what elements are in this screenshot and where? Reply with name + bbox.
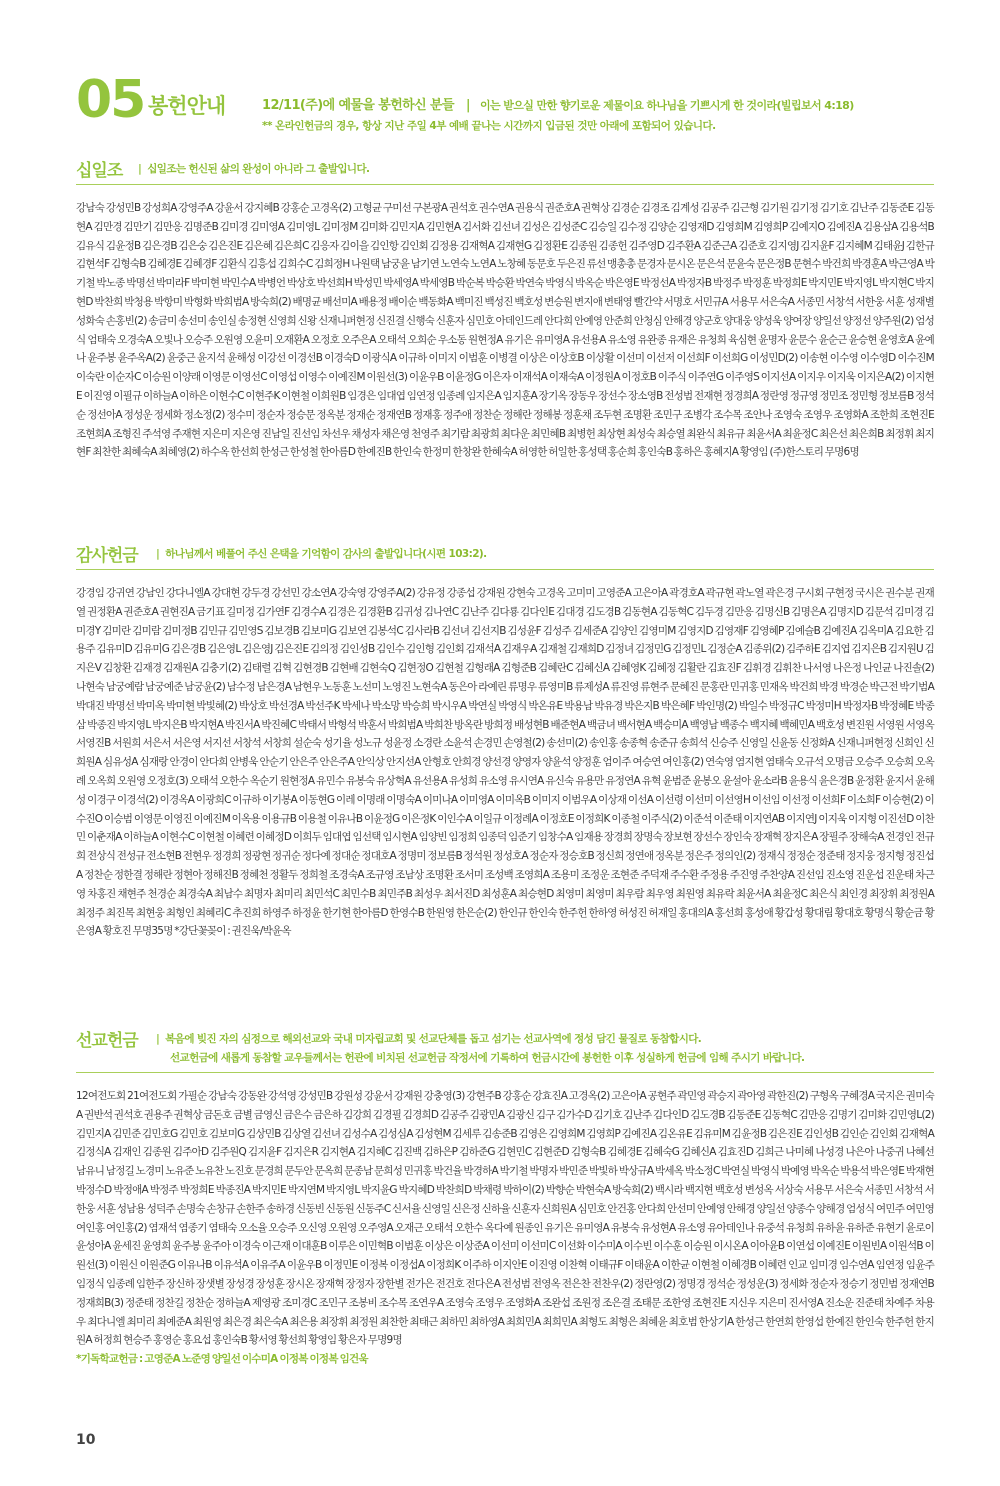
mission-description-2: 선교헌금에 새롭게 동참할 교우들께서는 헌관에 비치된 선교헌금 작정서에 기록하여 헌금시간에 봉헌한 이후 성실하게 헌금에 임해 주시기 바랍니다. <box>170 1052 805 1064</box>
thanks-names-text: 강경임 강귀연 강남인 강다니엘A 강대현 강두경 강선민 강소연A 강숙영 강영주A(2) 강유정 강종섭 강재원 강현숙 고경옥 고미미 고영준A 고은아A 곽경호A 곽규현 곽노열 곽은경 구시회 구현정 국시은 권수분 권재열 권정환A 권준호A 권현진A 금기표 길미정 김가연F 김경수A 김경은 김경환B 김귀성 김나연C 김난주 김다룡 김다인E 김대경 김도경B 김동현A 김동혁C 김두경 김만응 김명신B 김명은A 김명지D 김문석 김미경 김미경Y 김미란 김미람 김미정B 김민규 김민영S 김보경B 김보미G 김보연 김봉석C 김사라B 김선녀 김선지B 김성윤F 김성주 김세준A 김양인 김영미M 김영지D 김영재F 김영혜P 김예슬B 김예진A 김옥미A 김요한 김용주 김유미D 김유미G 김은경B 김은영L 김은영J 김은진E 김의정 김인성B 김인수 김인형 김인회 김재석A 김재우A 김재철 김재희D 김정녀 김정민G 김정민L 김정순A 김종위(2) 김주하E 김지엽 김지은B 김지원U 김지은V 김창환 김재경 김재원A 김충기(2) 김태렬 김혁 김현경B 김현배 김현숙Q 김현정O 김현철 김형래A 김형준B 김혜란C 김혜신A 김혜영K 김혜정 김활란 김효진F 김휘경 김휘찬 나서영 나은정 나인균 나진솔(2) 나현숙 남궁예람 남궁예준 남궁윤(2) 남수정 남은경A 남현우 노동훈 노선미 노영진 노현숙A 동은아 라예린 류명우 류영미B 류제성A 류진영 류현주 문혜진 문홍란 민귀홍 민재옥 박건희 박경 박경순 박근전 박기범A 박대진 박명선 박미옥 박미현 박빛혜(2) 박상호 박선경A 박선주K 박세나 박소망 박승희 박시우A 박연실 박영식 박온유E 박용남 박유경 박은지B 박은혜F 박인명(2) 박일수 박정규C 박정미H 박정자B 박정혜E 박종삼 박종진 박지영L 박지은B 박지현A 박진서A 박진혜C 박태서 박형석 박훈서 박희범A 박희찬 방옥란 방희정 배성현B 배준현A 백금녀 백서현A 백승미A 백영남 백종수 백지혜 백혜민A 백호성 변진원 서영원 서영옥 서영진B 서원희 서은서 서은영 서지선 서창석 서창희 설순숙 성기율 성노규 성윤정 소경란 소윤석 손경민 손영철(2) 송선미(2) 송인홍 송종혁 송준규 송희석 신승주 신영일 신윤동 신정화A 신재니퍼현정 신희인 신희원A 심유성A 심재랑 안경이 안다희 안병욱 안순기 안은주 안은주A 안익상 안지선A 안형호 안희경 양선경 양영자 양윤석 양정훈 엄이주 여승연 여인홍(2) 연숙영 염지현 염태숙 오규석 오명금 오승주 오승희 오옥례 오옥희 오원영 오정호(3) 오태석 오한수 옥순기 원현정A 유민수 유봉숙 유상혁A 유선용A 유성희 유소영 유시연A 유신숙 유용만 유정연A 유혁 윤범준 윤봉오 윤설아 윤소라B 윤용식 윤은경B 윤정환 윤지서 윤해성 이경구 이경석(2) 이경옥A 이광희C 이규하 이기봉A 이동현G 이레 이명래 이명숙A 이미나A 이미영A 이미옥B 이미지 이범우A 이상재 이선A 이선령 이선미 이선영H 이선임 이선정 이선희F 이소희F 이승현(2) 이수진O 이승범 이영문 이영진 이예진M 이옥용 이용규B 이용철 이유나B 이윤정G 이은정K 이인수A 이일규 이정례A 이정호E 이정희K 이종철 이주식(2) 이준석 이준태 이지연AB 이지연J 이지욱 이지형 이진선D 이찬민 이춘재A 이하늘A 이현수C 이현철 이혜련 이혜정D 이희두 임대엽 임선택 임시현A 임양빈 임정희 임종덕 임준기 임창수A 임재용 장경희 장명숙 장보현 장선수 장인숙 장재혁 장지은A 장필주 장해숙A 전경인 전규희 전상식 전성규 전소현B 전현우 정경희 정광현 정귀순 정다예 정대순 정대호A 정명미 정보름B 정석원 정성호A 정순자 정승호B 정신희 정연애 정옥분 정은주 정의인(2) 정재식 정정순 정준태 정지웅 정지형 정진섭A 정찬순 정한결 정해란 정현아 정해진B 정혜천 정활두 정희철 조경숙A 조규영 조남상 조명환 조서미 조성백 조영희A 조용미 조정운 조현준 주덕재 주수환 주정용 주진영 주찬양A 진선임 진소영 진운섭 진운태 차근영 차홍진 채현주 천경순 최경숙A 최남수 최명자 최미리 최민석C 최민수B 최민주B 최성우 최서진D 최성훈A 최승현D 최영미 최영미 최우람 최우영 최원영 최유락 최윤서A 최윤정C 최은식 최인경 최장휘 최정원A 최정주 최진목 최현웅 최형인 최혜리C 추진희 하영주 하정윤 한기현 한아름D 한영수B 한원영 한은순(2) 한인규 한인숙 한주헌 한하영 허성진 허재일 홍대의A 홍선희 홍성애 황갑성 황대림 황대호 황명식 황순금 황은영A 황호진 무명35명 <box>76 587 934 938</box>
page-number: 10 <box>76 1432 96 1448</box>
thanks-title: 감사헌금 <box>76 546 138 566</box>
bible-verse: 이는 받으실 만한 향기로운 제물이요 하나님을 기쁘시게 한 것이라(빌립보서 4:18) <box>479 99 854 112</box>
section-title: 봉헌안내 <box>148 94 226 118</box>
mission-names <box>76 1087 934 1369</box>
separator: | <box>156 548 160 560</box>
tithe-description <box>138 161 369 176</box>
section-number: 05 <box>76 70 145 130</box>
mission-section <box>76 1026 934 1369</box>
mission-heading <box>76 1026 934 1073</box>
thanks-names <box>76 584 934 941</box>
tithe-description-text: 십일조는 헌신된 삶의 완성이 아니라 그 출발입니다. <box>147 163 370 175</box>
tithe-title: 십일조 <box>76 161 123 181</box>
online-offering-note: ** 온라인헌금의 경우, 항상 지난 주일 4부 예배 끝나는 시간까지 입금된 것만 아래에 포함되어 있습니다. <box>262 120 716 132</box>
offering-date-line <box>262 94 854 113</box>
tithe-names: 강남숙 강성민B 강성희A 강영주A 강윤서 강지혜B 강홍순 고경옥(2) 고형균 구미선 구본광A 권석호 권수연A 권용식 권준호A 권혁상 김경순 김경조 김계성 김공주 김근형 김기원 김기정 김기호 김난주 김동준E 김동현A 김만경 김만기 김만응 김명준B 김미경 김미영A 김미영L 김미정M 김미화 김민지A 김민현A 김서화 김선녀 김성은 김성준C 김승일 김수정 김양순 김영재D 김영희M 김영희P 김예지O 김예진A 김용삼A 김용석B 김유식 김윤정B 김은경B 김은숭 김은진E 김은혜 김은희C 김응자 김이을 김인항 김인회 김정용 김재혁A 김재현G 김정환E 김종원 김종헌 김주영D 김주환A 김준근A 김준호 김지영J 김지윤F 김지혜M 김태윤J 김한규 김현석F 김형숙B 김혜경E 김혜경F 김환식 김흥섭 김희수C 김희정H 나원택 남궁윤 남기연 노연숙 노연A 노창혜 동문호 두은진 류선 맹총총 문경자 문시온 문은석 문윤숙 문은정B 문현수 박건희 박경훈A 박근영A 박기철 박노종 박명선 박미라F 박미현 박민수A 박병언 박상호 박선희H 박성민 박세영A 박세영B 박순복 박승환 박연숙 박영식 박옥순 박은영E 박정선A 박정자B 박정주 박정훈 박정희E 박지민E 박지영L 박지현C 박지현D 박찬희 박청용 박항미 박형화 박희범A 방숙희(2) 배명균 배선미A 배용정 배이순 백동화A 백미진 백성진 백호성 변승원 변지애 변태영 빨간약 서명호 서민규A 서용무 서은숙A 서종민 서창석 서한웅 서훈 성재별 성화숙 손홍빈(2) 송금미 송선미 송인실 송정현 신영희 신왕 신재니퍼현정 신진결 신행숙 신훈자 심민호 아데인드레 안다희 안예영 안준희 안청심 안해경 양군호 양대웅 양성욱 양여장 양일선 양정선 양주원(2) 엄성식 엄태숙 오경숙A 오빛나 오승주 오원영 오윤미 오재환A 오정호 오주은A 오태석 오희순 우소동 원현정A 유기은 유미영A 유선용A 유소영 유완종 유재은 유청희 육심현 윤명자 윤문수 윤순근 윤승현 윤영호A 윤예나 윤주봉 윤주옥A(2) 윤중근 윤지석 윤해성 이강선 이경선B 이경숙D 이광식A 이규하 이미지 이범훈 이병결 이상은 이상호B 이상활 이선미 이선저 이선희F 이선희G 이성민D(2) 이송현 이수영 이수영D 이수진M 이숙란 이순자C 이승원 이양래 이영문 이영선C 이영섭 이영수 이예진M 이원선(3) 이윤우B 이윤정G 이은자 이재석A 이재숙A 이정원A 이정호B 이주식 이주연G 이주영S 이지선A 이지우 이지욱 이지은A(2) 이지현E 이진영 이필규 이하늘A 이하은 이현수C 이현주K 이현철 이희원B 임경은 임대엽 임연정 임종례 임지은A 임지훈A 장기옥 장동우 장선수 장소영B 전성범 전재현 정경희A 정란영 정규영 정민조 정민형 정보름B 정석순 정선아A 정성운 정세화 정소정(2) 정수미 정순자 정승문 정옥분 정재순 정재연B 정재홍 정주애 정찬순 정해란 정해봉 정훈채 조두현 조명환 조민구 조병각 조수목 조안나 조영숙 조영우 조영화A 조한희 조현진E 조현희A 조형진 주석영 주재현 지은미 지은영 진남일 진선임 차선우 채성자 채은영 천영주 최기람 최광희 최다운 최민혜B 최병헌 최상현 최성숙 최승열 최완식 최유규 최윤서A 최윤정C 최은선 최은희B 최정휘 최지현F 최찬한 최혜숙A 최혜영(2) 하수옥 한선희 한성근 한성철 한아름D 한예진B 한인숙 한정미 한창완 한혜숙A 허영한 허일한 홍성택 홍순희 홍인숙B 홍하은 홍혜지A 황영임 (주)한스토리 무명6명 <box>76 202 934 459</box>
section-header <box>76 70 956 134</box>
christian-school-note: *기독학교헌금 : 고영준A 노준영 양일선 이수미A 이정복 이정복 임건욱 <box>76 1353 368 1366</box>
mission-description <box>156 1031 701 1046</box>
mission-names-text: 12여전도회 21여전도회 가필순 강남숙 강동완 강석영 강성민B 강원성 강윤서 강재원 강충영(3) 강현주B 강홍순 강효진A 고경옥(2) 고은아A 공현주 곽민영 곽승지 곽아영 곽한진(2) 구형옥 구혜경A 국지은 권미숙A 권반석 권석호 권용주 권혁상 금돈호 금별 금영신 금은수 금은하 김강희 김경필 김경희D 김공주 김광민A 김광신 김구 김가수D 김기호 김난주 김다인D 김도경B 김동준E 김동혁C 김만응 김명기 김미화 김민영L(2) 김민지A 김민준 김민호G 김민호 김보미G 김상민B 김상열 김선녀 김성수A 김성심A 김성현M 김세루 김송준B 김영은 김영희M 김영희P 김예진A 김온유E 김유미M 김윤정B 김은진E 김인성B 김인순 김인회 김재혁A 김정식A 김재인 김종원 김주아D 김주원Q 김지윤F 김지은R 김지현A 김지혜C 김진백 김하은P 김하준G 김현민C 김현준D 김형숙B 김혜경E 김혜숙G 김혜신A 김효진D 김희근 나미혜 나성경 나은아 나중귀 나혜선 남유니 남정길 노경미 노유준 노유찬 노진호 문경희 문두안 문옥희 문종남 문희성 민귀홍 박건율 박경하A 박기철 박명자 박민준 박빛하 박상규A 박세옥 박소정C 박연실 박영식 박예영 박옥순 박용석 박은영E 박재현 박정수D 박정애A 박정주 박정희E 박종진A 박지민E 박지연M 박지영L 박지윤G 박지혜D 박찬희D 박채령 박하이(2) 박향순 박현숙A 방숙희(2) 백시라 백지현 백호성 변성옥 서상숙 서용무 서은숙 서종민 서창석 서한웅 서훈 성남용 성덕주 손명숙 손창규 손한주 송하경 신동빈 신동원 신동주C 신서율 신영일 신은정 신하율 신훈자 신희원A 심민호 안건홍 안다희 안선미 안예영 안해경 양일선 양종수 양해경 엄성식 여민주 여민영 여인홍 여인홍(2) 염재석 염종기 염태숙 오소율 오승주 오신영 오원영 오주영A 오재근 오태석 오한수 옥다예 원종인 유기은 유미영A 유봉숙 유성현A 유소영 유아데인나 유중석 유청희 유하윤 유하준 유현기 윤로이 윤성아A 윤세진 윤영희 윤주봉 윤주아 이경숙 이근재 이대훈B 이루은 이민혁B 이범훈 이상은 이상준A 이선미 이선미C 이선화 이수미A 이수빈 이수훈 이승원 이시온A 이아윤B 이연섭 이예진E 이원빈A 이원석B 이원선(3) 이원신 이원준G 이유나B 이유석A 이유주A 이윤우B 이정민E 이정복 이정섭A 이정희K 이주하 이지안E 이진영 이찬혁 이태규F 이태윤A 이한균 이현철 이혜경B 이혜련 인교 임미경 임수연A 임연정 임윤주 임정식 임종례 임한주 장신하 장샛별 장성경 장성훈 장시온 장재혁 장정자 장한별 전가은 전건호 전다은A 전성범 전영옥 전은찬 전찬우(2) 정란영(2) 정명경 정석순 정성운(3) 정세화 정순자 정승기 정민범 정재연B 정재희B(3) 정준태 정찬길 정찬순 정하늘A 제영광 조미경C 조민구 조봉비 조수목 조연우A 조영숙 조영우 조영화A 조완섭 조원정 조은결 조태문 조한영 조현진E 지신우 지은미 진서영A 진소운 진준태 차예주 차용우 최다니엘 최미리 최예준A 최원영 최은경 최은숙A 최은용 최장휘 최정원 최찬한 최태근 최하민 최하영A 최희민A 최희민A 최형도 최형은 최혜윤 최호범 한상기A 한성근 한연희 한영섭 한예진 한인숙 한주헌 한지원A 허정희 현승주 홍영순 홍요섭 홍인숙B 황서영 황선희 황영임 황은자 무명9명 <box>76 1090 934 1347</box>
thanks-heading <box>76 541 934 570</box>
separator: | <box>465 98 471 113</box>
separator: | <box>156 1033 160 1045</box>
offering-date: 12/11(주)에 예물을 봉헌하신 분들 <box>262 98 454 113</box>
thanks-description <box>156 546 487 561</box>
tithe-section <box>76 156 934 462</box>
altar-flowers-note: *강단꽃꽂이 : 권진욱/박윤옥 <box>174 925 291 938</box>
mission-description-text: 복음에 빚진 자의 심정으로 해외선교와 국내 미자립교회 및 선교단체를 돕고 섬기는 선교사역에 정성 담긴 물질로 동참합시다. <box>165 1033 702 1045</box>
separator: | <box>138 163 142 175</box>
mission-title: 선교헌금 <box>76 1031 138 1051</box>
thanks-section <box>76 541 934 941</box>
tithe-heading <box>76 156 934 185</box>
thanks-description-text: 하나님께서 베풀어 주신 은택을 기억함이 감사의 출발입니다(시편 103:2). <box>165 548 487 560</box>
